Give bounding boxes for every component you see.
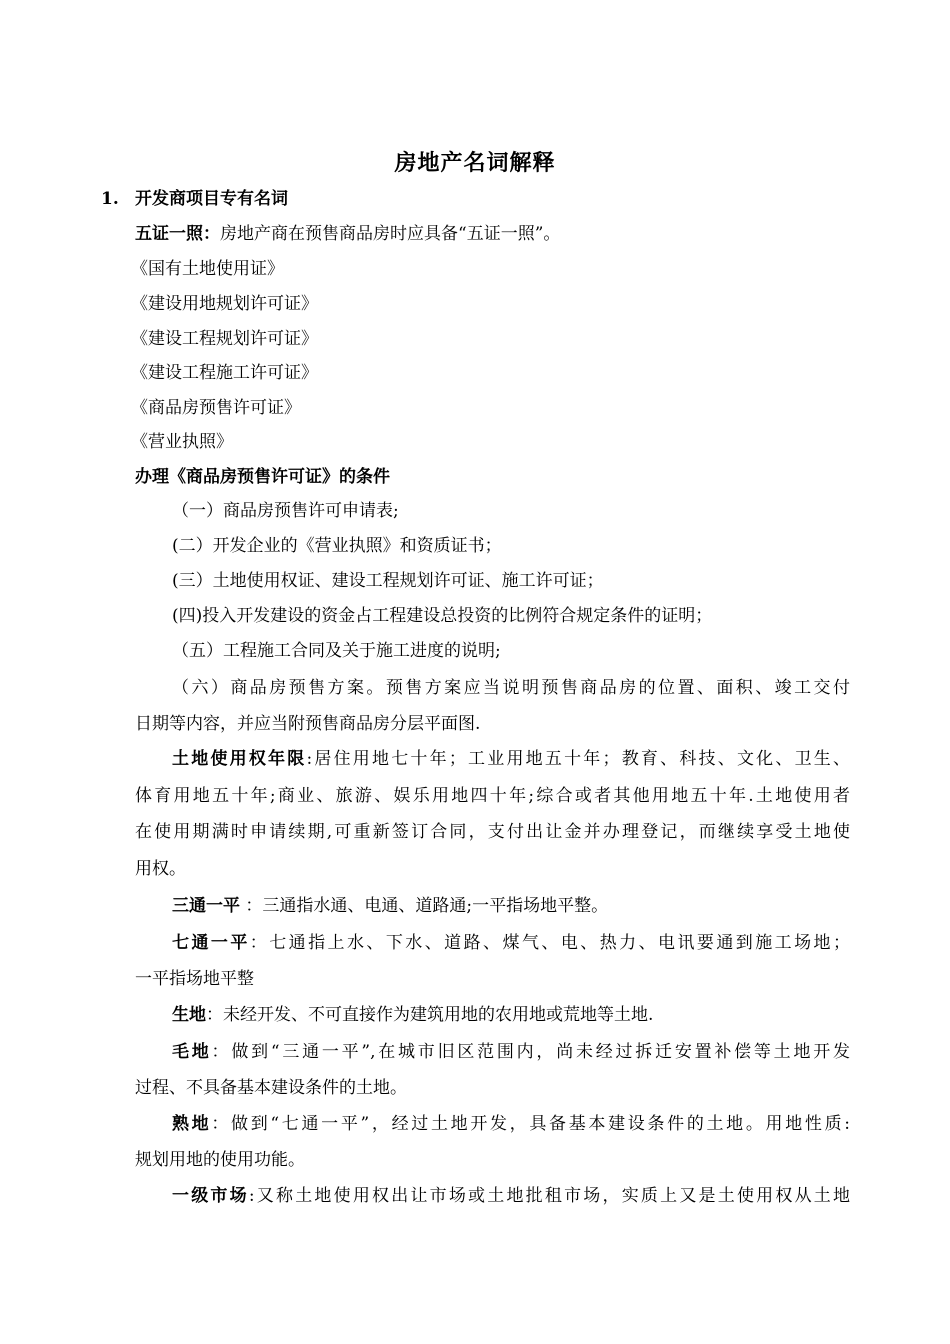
condition-item: (三）土地使用权证、建设工程规划许可证、施工许可证； bbox=[172, 571, 604, 591]
condition-item: （六）商品房预售方案。预售方案应当说明预售商品房的位置、面积、竣工交付 bbox=[172, 678, 850, 698]
document-item: 《营业执照》 bbox=[131, 432, 233, 452]
condition-item: （五）工程施工合同及关于施工进度的说明; bbox=[172, 641, 501, 661]
condition-item: （一）商品房预售许可申请表; bbox=[172, 501, 399, 521]
condition-item: (二）开发企业的《营业执照》和资质证书； bbox=[172, 536, 502, 556]
document-item: 《建设工程规划许可证》 bbox=[131, 329, 318, 349]
santong-term: 三通一平 bbox=[172, 896, 240, 916]
qitong-paragraph: 七通一平：七通指上水、下水、道路、煤气、电、热力、电讯要通到施工场地； bbox=[172, 933, 850, 953]
section-heading bbox=[101, 187, 288, 211]
qitong-line: 一平指场地平整 bbox=[135, 969, 254, 989]
condition-item: (四)投入开发建设的资金占工程建设总投资的比例符合规定条件的证明； bbox=[172, 606, 713, 626]
shudi-paragraph: 熟地：做到“七通一平”，经过土地开发，具备基本建设条件的土地。用地性质: bbox=[172, 1114, 851, 1134]
document-item: 《建设工程施工许可证》 bbox=[131, 363, 318, 383]
shengdi-paragraph: 生地：未经开发、不可直接作为建筑用地的农用地或荒地等土地. bbox=[172, 1005, 654, 1025]
wuzheng-text: 房地产商在预售商品房时应具备“五证一照”。 bbox=[220, 224, 561, 244]
document-item: 《商品房预售许可证》 bbox=[131, 398, 301, 418]
wuzheng-paragraph: 五证一照：房地产商在预售商品房时应具备“五证一照”。 bbox=[135, 224, 561, 244]
document-item: 《建设用地规划许可证》 bbox=[131, 294, 318, 314]
yiji-paragraph: 一级市场:又称土地使用权出让市场或土地批租市场，实质上又是土使用权从土地 bbox=[172, 1186, 851, 1206]
santong-paragraph: 三通一平 ：三通指水通、电通、道路通;一平指场地平整。 bbox=[172, 896, 609, 916]
maodi-line: 过程、不具备基本建设条件的土地。 bbox=[135, 1078, 407, 1098]
document-item: 《国有土地使用证》 bbox=[131, 259, 284, 279]
yiji-term: 一级市场 bbox=[172, 1186, 249, 1206]
wuzheng-term: 五证一照 bbox=[135, 224, 203, 244]
land-term: 土地使用权年限 bbox=[172, 749, 307, 769]
presale-heading: 办理《商品房预售许可证》的条件 bbox=[135, 467, 390, 487]
land-term-line: 在使用期满时申请续期,可重新签订合同，支付出让金并办理登记，而继续享受土地使 bbox=[135, 822, 850, 842]
shudi-term: 熟地 bbox=[172, 1114, 212, 1134]
shudi-line: 规划用地的使用功能。 bbox=[135, 1150, 305, 1170]
page-title: 房地产名词解释 bbox=[394, 150, 556, 176]
maodi-paragraph: 毛地：做到“三通一平”,在城市旧区范围内，尚未经过拆迁安置补偿等土地开发 bbox=[172, 1042, 850, 1062]
maodi-term: 毛地 bbox=[172, 1042, 212, 1062]
section-title: 开发商项目专有名词 bbox=[135, 189, 288, 209]
land-term-line: 用权。 bbox=[135, 859, 186, 879]
land-term-line: 体育用地五十年;商业、旅游、娱乐用地四十年;综合或者其他用地五十年.土地使用者 bbox=[135, 786, 850, 806]
section-number: 1. bbox=[101, 189, 119, 209]
shengdi-term: 生地 bbox=[172, 1005, 206, 1025]
condition-item-cont: 日期等内容，并应当附预售商品房分层平面图. bbox=[135, 714, 481, 734]
qitong-term: 七通一平 bbox=[172, 933, 250, 953]
land-term-paragraph: 土地使用权年限:居住用地七十年；工业用地五十年；教育、科技、文化、卫生、 bbox=[172, 749, 850, 769]
